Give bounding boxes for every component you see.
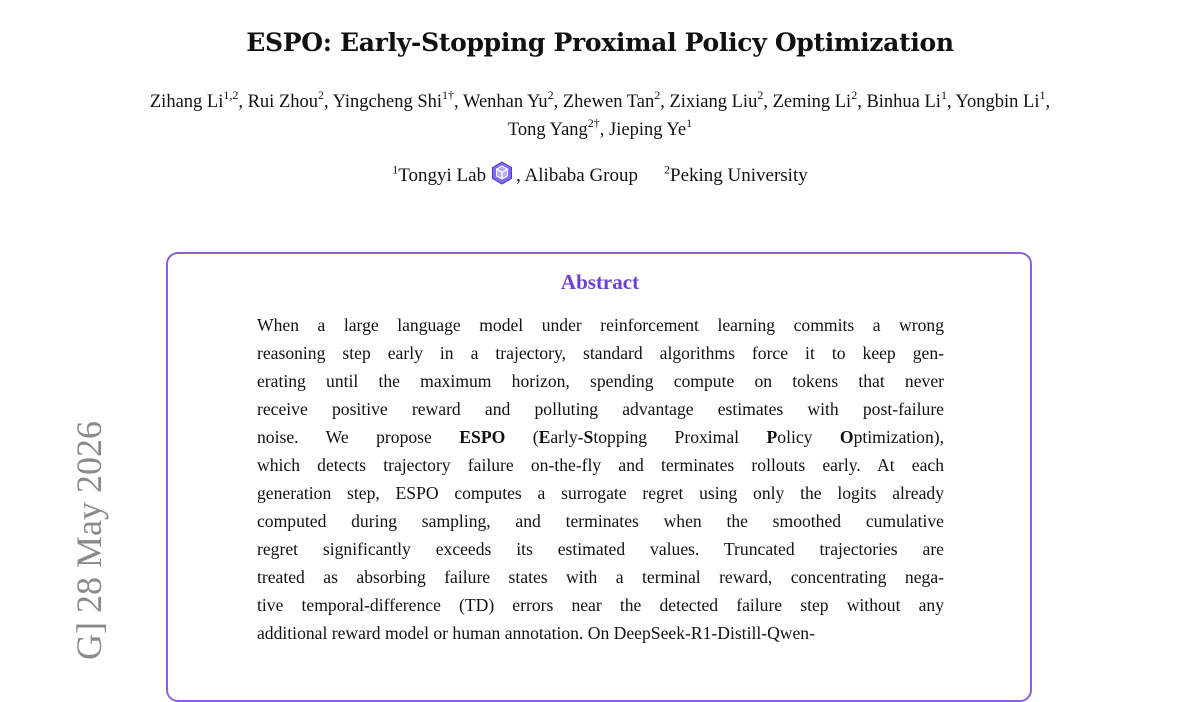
abstract-line: noise. We propose ESPO (Early-Stopping Proximal Policy Optimization), — [257, 427, 945, 447]
author: Rui Zhou$^2$ — [247, 87, 324, 112]
abstract-line: regret significantly exceeds its estimated values. Truncated trajectories are — [257, 539, 944, 559]
author: Yingcheng Shi$^{1\dagger}$ — [332, 87, 455, 112]
author: Wenhan Yu$^2$ — [462, 87, 554, 112]
author: Yongbin Li$^1$ — [955, 87, 1046, 112]
paper-title: ESPO: Early-Stopping Proximal Policy Optimization — [246, 28, 954, 57]
arxiv-stamp — [24, 380, 109, 660]
abstract-line: generation step, ESPO computes a surrogate regret using only the logits already — [257, 483, 944, 503]
author: Jieping Ye$^1$ — [609, 115, 693, 140]
abstract-heading: Abstract — [560, 270, 640, 294]
abstract-line: which detects trajectory failure on-the-fly and terminates rollouts early. At each — [257, 455, 944, 475]
affiliation-tongyi: $^1$Tongyi Lab , Alibaba Group — [392, 162, 638, 186]
arxiv-stamp-text: G] 28 May 2026 — [69, 421, 109, 660]
abstract-line: tive temporal-difference (TD) errors near the detected failure step without any — [257, 595, 944, 615]
abstract-line: treated as absorbing failure states with a terminal reward, concentrating nega- — [257, 567, 944, 587]
abstract-line: receive positive reward and polluting advantage estimates with post-failure — [257, 399, 944, 419]
author: Zihang Li$^{1,2}$ — [149, 87, 239, 112]
author-list: Zihang Li$^{1,2}$, Rui Zhou$^2$, Yingcheng Shi$^{1\dagger}$, Wenhan Yu$^2$, Zhewen Tan$^2$, Zixiang Liu$^2$, Zeming Li$^2$, Binhua Li$^1$, Yongbin Li$^1$, Tong Yang$^{2\dagger}$, Jieping Ye$^1$ — [149, 87, 1051, 140]
author: Tong Yang$^{2\dagger}$ — [507, 115, 600, 140]
abstract-line: When a large language model under reinforcement learning commits a wrong — [257, 315, 944, 335]
tongyi-logo-icon — [490, 161, 514, 185]
abstract-line: erating until the maximum horizon, spending compute on tokens that never — [257, 371, 944, 391]
affiliations — [0, 161, 1200, 187]
author: Zixiang Liu$^2$ — [669, 87, 764, 112]
author: Zeming Li$^2$ — [772, 87, 858, 112]
abstract-line: computed during sampling, and terminates when the smoothed cumulative — [257, 511, 944, 531]
abstract-line: reasoning step early in a trajectory, standard algorithms force it to keep gen- — [257, 343, 944, 363]
author: Binhua Li$^1$ — [866, 87, 947, 112]
abstract-line: additional reward model or human annotation. On DeepSeek-R1-Distill-Qwen- — [257, 623, 815, 643]
author: Zhewen Tan$^2$ — [562, 87, 661, 112]
affiliation-pku: $^2$Peking University — [664, 162, 808, 186]
